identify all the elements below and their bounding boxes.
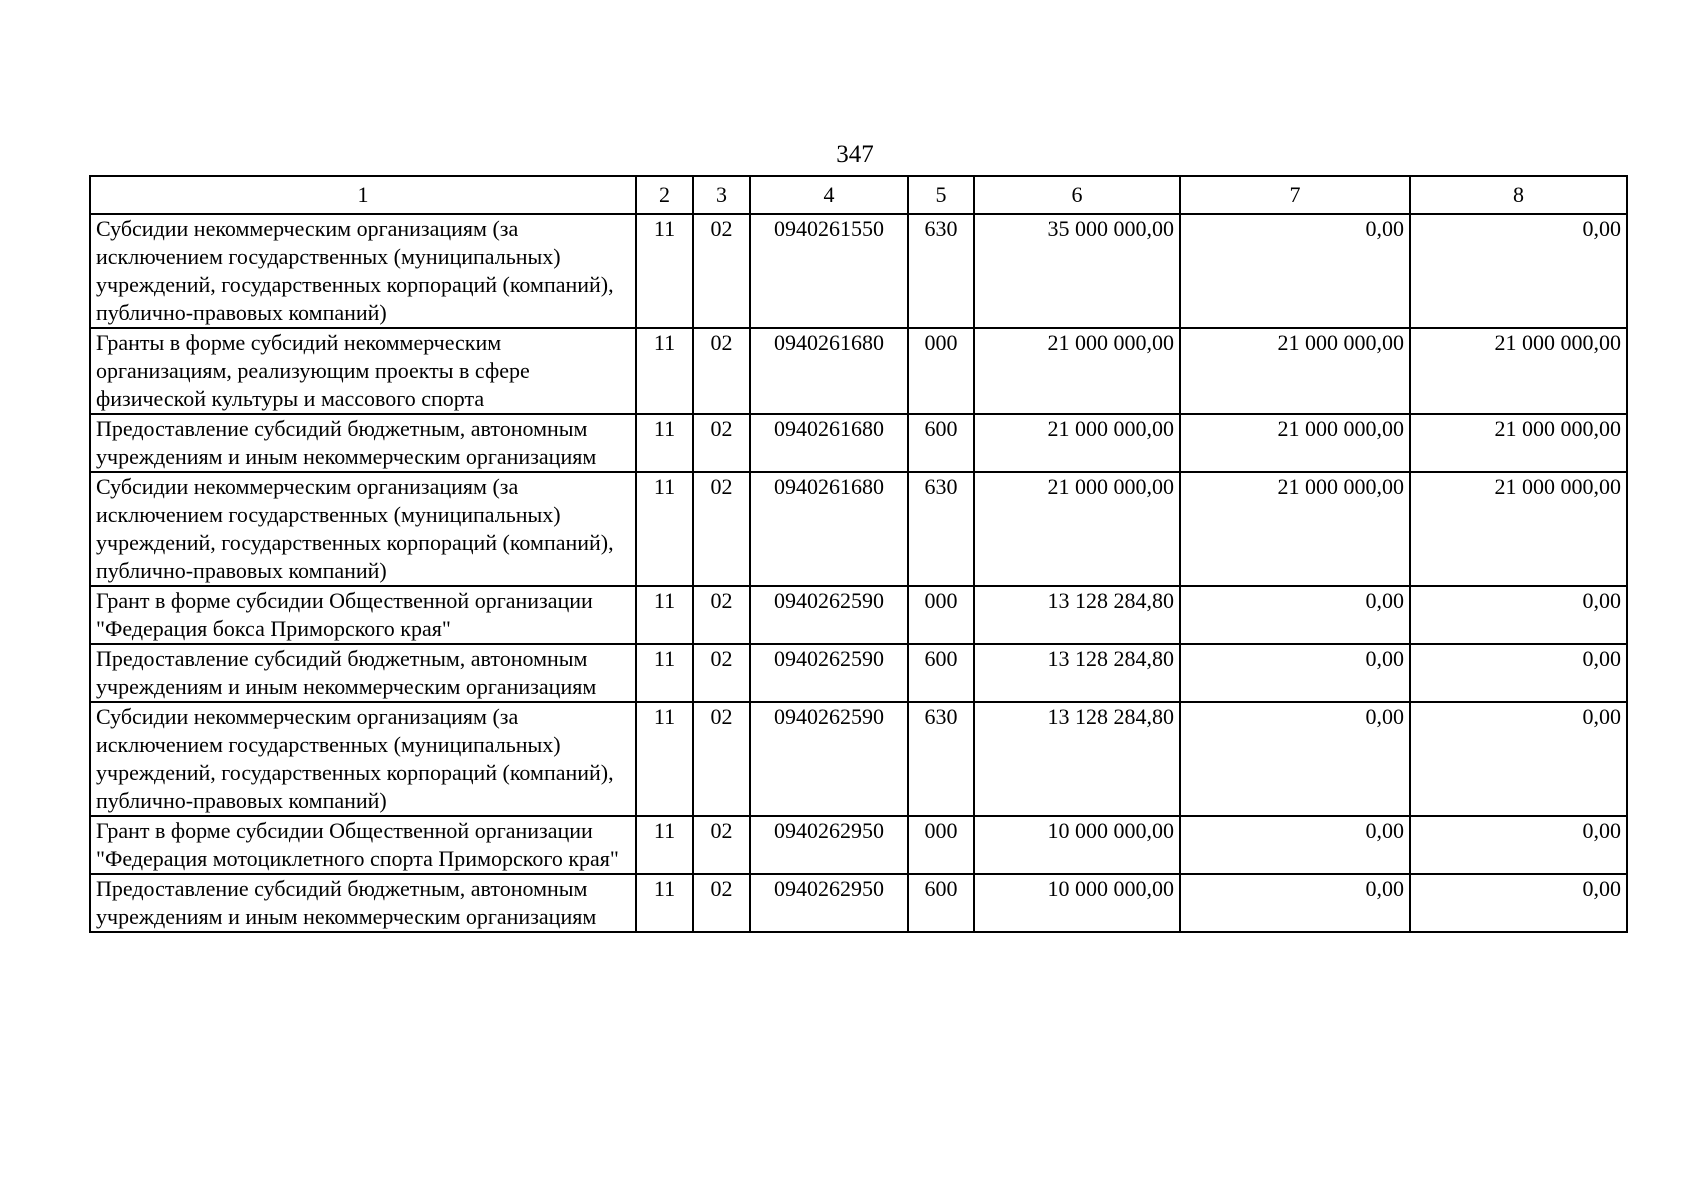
expense-type-code: 630 (908, 702, 974, 816)
budget-table (89, 175, 1628, 933)
column-header: 1 (90, 176, 636, 214)
page-number: 347 (836, 141, 874, 168)
row-description: Грант в форме субсидии Общественной организации "Федерация мотоциклетного спорта Приморского края" (90, 816, 636, 874)
subsection-code: 02 (693, 472, 750, 586)
amount-col-8: 0,00 (1410, 214, 1627, 328)
amount-col-6: 10 000 000,00 (974, 816, 1180, 874)
amount-col-6: 21 000 000,00 (974, 414, 1180, 472)
table-row (90, 214, 1627, 328)
amount-col-6: 13 128 284,80 (974, 586, 1180, 644)
row-description: Предоставление субсидий бюджетным, автономным учреждениям и иным некоммерческим организациям (90, 414, 636, 472)
target-article-code: 0940261550 (750, 214, 908, 328)
table-header-row (90, 176, 1627, 214)
row-description: Субсидии некоммерческим организациям (за исключением государственных (муниципальных) учреждений, государственных корпораций (компаний), публично-правовых компаний) (90, 472, 636, 586)
amount-col-7: 0,00 (1180, 816, 1410, 874)
table-row (90, 414, 1627, 472)
amount-col-6: 10 000 000,00 (974, 874, 1180, 932)
table-row (90, 472, 1627, 586)
row-description: Предоставление субсидий бюджетным, автономным учреждениям и иным некоммерческим организациям (90, 644, 636, 702)
subsection-code: 02 (693, 816, 750, 874)
amount-col-8: 0,00 (1410, 586, 1627, 644)
amount-col-6: 13 128 284,80 (974, 644, 1180, 702)
expense-type-code: 600 (908, 874, 974, 932)
target-article-code: 0940262590 (750, 702, 908, 816)
amount-col-8: 0,00 (1410, 874, 1627, 932)
amount-col-8: 0,00 (1410, 644, 1627, 702)
amount-col-8: 0,00 (1410, 816, 1627, 874)
expense-type-code: 600 (908, 644, 974, 702)
section-code: 11 (636, 816, 693, 874)
target-article-code: 0940261680 (750, 414, 908, 472)
subsection-code: 02 (693, 328, 750, 414)
column-header: 6 (974, 176, 1180, 214)
amount-col-8: 21 000 000,00 (1410, 472, 1627, 586)
row-description: Гранты в форме субсидий некоммерческим организациям, реализующим проекты в сфере физической культуры и массового спорта (90, 328, 636, 414)
target-article-code: 0940261680 (750, 328, 908, 414)
row-description: Субсидии некоммерческим организациям (за исключением государственных (муниципальных) учреждений, государственных корпораций (компаний), публично-правовых компаний) (90, 702, 636, 816)
amount-col-6: 35 000 000,00 (974, 214, 1180, 328)
amount-col-7: 21 000 000,00 (1180, 328, 1410, 414)
target-article-code: 0940261680 (750, 472, 908, 586)
subsection-code: 02 (693, 874, 750, 932)
section-code: 11 (636, 874, 693, 932)
amount-col-7: 0,00 (1180, 214, 1410, 328)
section-code: 11 (636, 586, 693, 644)
section-code: 11 (636, 644, 693, 702)
target-article-code: 0940262590 (750, 644, 908, 702)
amount-col-8: 21 000 000,00 (1410, 328, 1627, 414)
table-row (90, 816, 1627, 874)
table-row (90, 874, 1627, 932)
amount-col-8: 21 000 000,00 (1410, 414, 1627, 472)
section-code: 11 (636, 214, 693, 328)
amount-col-6: 21 000 000,00 (974, 472, 1180, 586)
section-code: 11 (636, 472, 693, 586)
section-code: 11 (636, 702, 693, 816)
column-header: 5 (908, 176, 974, 214)
section-code: 11 (636, 328, 693, 414)
amount-col-7: 21 000 000,00 (1180, 414, 1410, 472)
expense-type-code: 000 (908, 816, 974, 874)
section-code: 11 (636, 414, 693, 472)
amount-col-7: 0,00 (1180, 702, 1410, 816)
column-header: 4 (750, 176, 908, 214)
amount-col-7: 0,00 (1180, 874, 1410, 932)
subsection-code: 02 (693, 644, 750, 702)
subsection-code: 02 (693, 214, 750, 328)
table-row (90, 702, 1627, 816)
subsection-code: 02 (693, 414, 750, 472)
amount-col-8: 0,00 (1410, 702, 1627, 816)
amount-col-7: 0,00 (1180, 644, 1410, 702)
target-article-code: 0940262950 (750, 874, 908, 932)
amount-col-6: 13 128 284,80 (974, 702, 1180, 816)
expense-type-code: 630 (908, 214, 974, 328)
table-row (90, 328, 1627, 414)
expense-type-code: 000 (908, 586, 974, 644)
table-row (90, 644, 1627, 702)
column-header: 3 (693, 176, 750, 214)
subsection-code: 02 (693, 702, 750, 816)
expense-type-code: 000 (908, 328, 974, 414)
amount-col-7: 0,00 (1180, 586, 1410, 644)
table-row (90, 586, 1627, 644)
target-article-code: 0940262590 (750, 586, 908, 644)
column-header: 8 (1410, 176, 1627, 214)
target-article-code: 0940262950 (750, 816, 908, 874)
expense-type-code: 630 (908, 472, 974, 586)
column-header: 7 (1180, 176, 1410, 214)
row-description: Субсидии некоммерческим организациям (за исключением государственных (муниципальных) учреждений, государственных корпораций (компаний), публично-правовых компаний) (90, 214, 636, 328)
subsection-code: 02 (693, 586, 750, 644)
row-description: Предоставление субсидий бюджетным, автономным учреждениям и иным некоммерческим организациям (90, 874, 636, 932)
expense-type-code: 600 (908, 414, 974, 472)
row-description: Грант в форме субсидии Общественной организации "Федерация бокса Приморского края" (90, 586, 636, 644)
amount-col-7: 21 000 000,00 (1180, 472, 1410, 586)
column-header: 2 (636, 176, 693, 214)
amount-col-6: 21 000 000,00 (974, 328, 1180, 414)
